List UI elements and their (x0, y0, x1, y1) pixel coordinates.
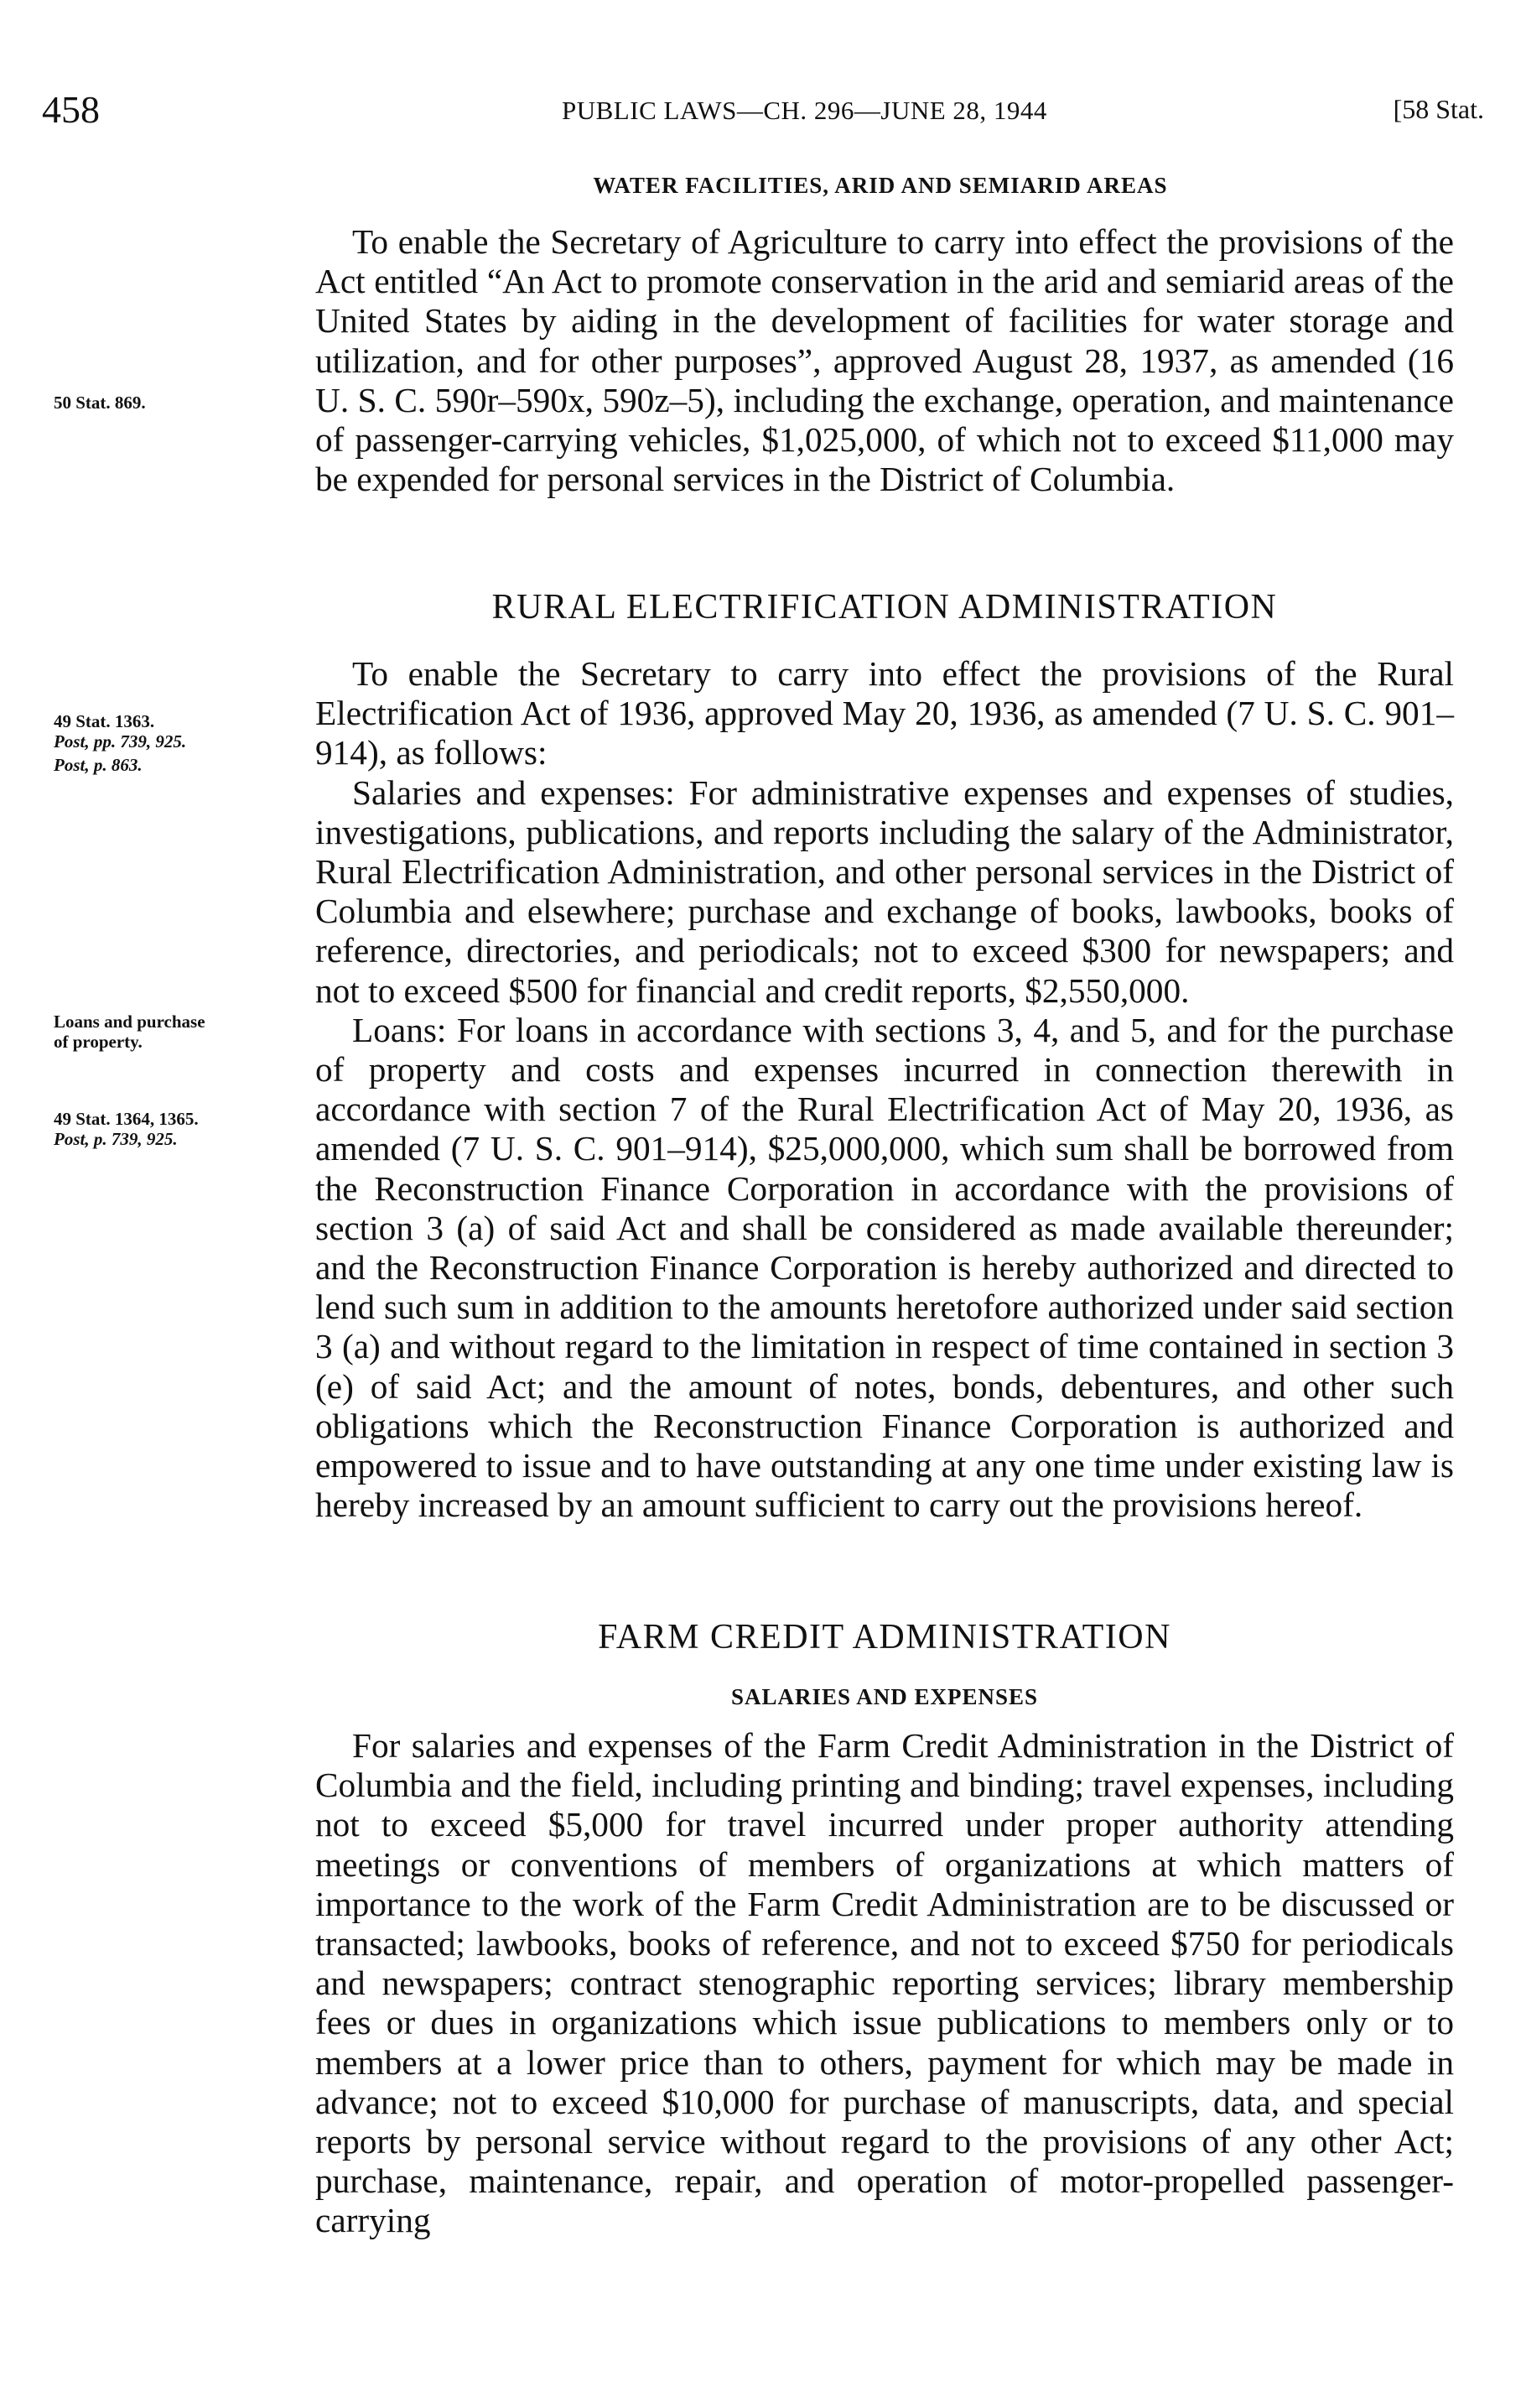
water-facilities-paragraph: To enable the Secretary of Agriculture to carry into effect the provisions of the Act entitled “An Act to promote conservation in the arid and semiarid areas of the United States by aiding in the development of facilities for water storage and utilization, and for other purposes”, approved August 28, 1937, as amended (16 U. S. C. 590r–590x, 590z–5), including the exchange, operation, and maintenance of passenger-carrying vehicles, $1,025,000, of which not to exceed $11,000 may be expended for personal services in the District of Columbia. (315, 222, 1454, 499)
page-header (42, 87, 1484, 129)
rea-intro-paragraph: To enable the Secretary to carry into effect the provisions of the Rural Electrification Act of 1936, approved May 20, 1936, as amended (7 U. S. C. 901–914), as follows: (315, 654, 1454, 772)
page-number: 458 (42, 88, 100, 131)
water-facilities-heading: WATER FACILITIES, ARID AND SEMIARID AREAS (593, 173, 1168, 198)
fca-subheading: SALARIES AND EXPENSES (730, 1684, 1039, 1709)
margin-note-loans: Loans and purchase of property. (54, 1012, 205, 1052)
margin-note-49-stat-1363: 49 Stat. 1363. Post, pp. 739, 925. Post, p. 863. (54, 711, 187, 775)
volume-reference: [58 Stat. (1393, 94, 1484, 124)
fca-section (315, 1726, 1454, 2241)
rea-heading: RURAL ELECTRIFICATION ADMINISTRATION (491, 588, 1278, 627)
rea-loans-paragraph: Loans: For loans in accordance with sections 3, 4, and 5, and for the purchase of property and costs and expenses incurred in connection therewith in accordance with section 7 of the Rural Electrification Act of May 20, 1936, as amended (7 U. S. C. 901–914), $25,000,000, which sum shall be borrowed from the Reconstruction Finance Corporation in accordance with the provisions of section 3 (a) of said Act and shall be considered as made available thereunder; and the Reconstruction Finance Corporation is hereby authorized and directed to lend such sum in addition to the amounts heretofore authorized under said section 3 (a) and without regard to the limitation in respect of time contained in section 3 (e) of said Act; and the amount of notes, bonds, debentures, and other such obligations which the Reconstruction Finance Corporation is authorized and empowered to issue and to have outstanding at any one time under existing law is hereby increased by an amount sufficient to carry out the provisions hereof. (315, 1010, 1454, 1525)
margin-note-50-stat: 50 Stat. 869. (54, 393, 146, 413)
fca-heading: FARM CREDIT ADMINISTRATION (598, 1618, 1171, 1656)
fca-paragraph: For salaries and expenses of the Farm Credit Administration in the District of Columbia and the field, including printing and binding; travel expenses, including not to exceed $5,000 for travel incurred under proper authority attending meetings or conventions of members of organizations at which matters of importance to the work of the Farm Credit Administration are to be discussed or transacted; lawbooks, books of reference, and not to exceed $750 for periodicals and newspapers; contract stenographic reporting services; library membership fees or dues in organizations which issue publications to members only or to members at a lower price than to others, payment for which may be made in advance; not to exceed $10,000 for purchase of manuscripts, data, and special reports by personal service without regard to the provisions of any other Act; purchase, maintenance, repair, and operation of motor-propelled passenger-carrying (315, 1726, 1454, 2240)
water-facilities-section (315, 222, 1454, 499)
rea-salaries-paragraph: Salaries and expenses: For administrative expenses and expenses of studies, investigations, publications, and reports including the salary of the Administrator, Rural Electrification Administration, and other personal services in the District of Columbia and elsewhere; purchase and exchange of books, lawbooks, books of reference, directories, and periodicals; not to exceed $300 for newspapers; and not to exceed $500 for financial and credit reports, $2,550,000. (315, 772, 1454, 1010)
running-title: PUBLIC LAWS—CH. 296—JUNE 28, 1944 (562, 96, 1047, 125)
margin-note-49-stat-1364: 49 Stat. 1364, 1365. Post, p. 739, 925. (54, 1109, 199, 1149)
rea-section (315, 654, 1454, 1525)
